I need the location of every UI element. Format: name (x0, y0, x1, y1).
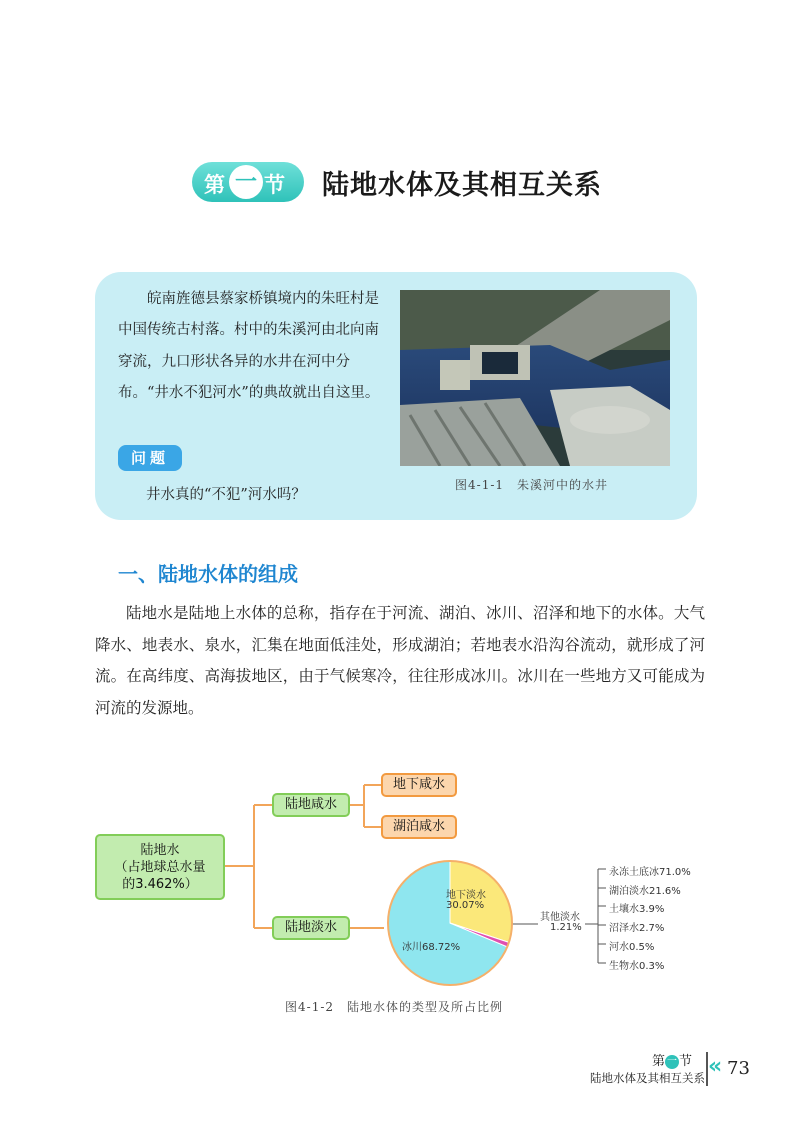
body-paragraph: 陆地水是陆地上水体的总称，指存在于河流、湖泊、冰川、沼泽和地下的水体。大气降水、地表水、泉水，汇集在地面低洼处，形成湖泊；若地表水沿沟谷流动，就形成了河流。在高纬度、高海拔地区，由于气候寒冷，往往形成冰川。冰川在一些地方又可能成为河流的发源地。 (95, 604, 705, 717)
node-land-salt-water: 陆地咸水 (272, 793, 350, 817)
footer-chapter (652, 1050, 692, 1069)
pie-label-groundwater-pct: 30.07% (446, 900, 485, 911)
pie-label-other: 其他淡水 (540, 912, 580, 923)
section-heading: 一、陆地水体的组成 (118, 562, 298, 586)
question-text: 井水真的“不犯”河水吗？ (146, 487, 306, 503)
other-item: 永冻土底冰71.0% (609, 867, 691, 878)
section-badge-number: 一 (229, 165, 263, 199)
page-number: 73 (727, 1058, 750, 1079)
root-node-land-water (95, 834, 225, 900)
pie-label-other-pct: 1.21% (550, 922, 582, 933)
root-line1: 陆地水 (140, 843, 180, 858)
node-lake-salt: 湖泊咸水 (381, 815, 457, 839)
pie-label-glacier: 冰川68.72% (402, 942, 461, 953)
section-badge-right: 节 (264, 172, 285, 197)
double-chevron-icon: « (708, 1054, 723, 1079)
section-title: 陆地水体及其相互关系 (322, 170, 602, 201)
other-item: 湖泊淡水21.6% (609, 886, 681, 897)
freshwater-pie (380, 856, 520, 990)
question-badge: 问题 (118, 445, 182, 471)
root-line2: （占地球总水量 (114, 860, 206, 875)
figure-caption-1: 图4-1-1 朱溪河中的水井 (455, 478, 609, 492)
other-item: 沼泽水2.7% (609, 923, 665, 934)
footer-chapter-right: 节 (679, 1054, 693, 1069)
node-land-fresh-water: 陆地淡水 (272, 916, 350, 940)
root-line3: 的3.462%） (122, 877, 198, 892)
other-item: 生物水0.3% (609, 961, 665, 972)
footer-section-title: 陆地水体及其相互关系 (590, 1071, 705, 1085)
footer-chapter-number: 一 (667, 1055, 678, 1067)
other-item: 河水0.5% (609, 942, 655, 953)
node-underground-salt: 地下咸水 (381, 773, 457, 797)
footer-chapter-left: 第 (652, 1054, 666, 1069)
intro-paragraph: 皖南旌德县蔡家桥镇境内的朱旺村是中国传统古村落。村中的朱溪河由北向南穿流，九口形状各异的水井在河中分布。“井水不犯河水”的典故就出自这里。 (118, 291, 380, 401)
figure-caption-2: 图4-1-2 陆地水体的类型及所占比例 (285, 1000, 504, 1014)
section-badge-left: 第 (204, 172, 225, 197)
pie-label-groundwater: 地下淡水 (446, 890, 486, 901)
other-item: 土壤水3.9% (609, 904, 665, 915)
